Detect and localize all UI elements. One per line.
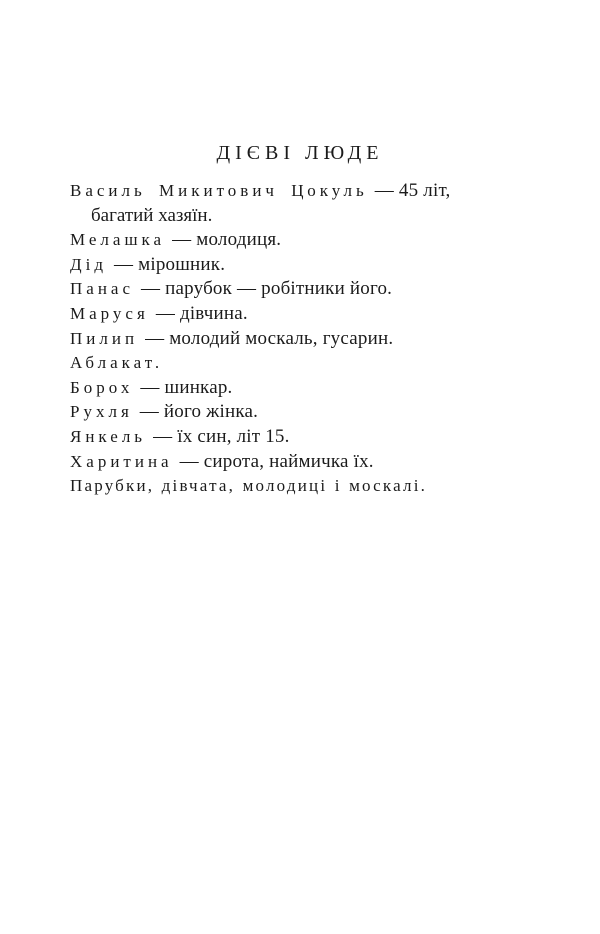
character-entry	[70, 277, 514, 302]
character-name: Дід	[70, 254, 107, 274]
character-description: — шинкар.	[140, 376, 233, 398]
character-name: Панас	[70, 279, 135, 299]
character-name: Харитина	[70, 451, 173, 471]
character-description: — молодиця.	[172, 229, 282, 251]
character-name: Василь Микитович Цокуль	[70, 181, 368, 200]
character-entry	[70, 450, 514, 475]
character-description: — сирота, наймичка їх.	[179, 450, 374, 472]
character-name: Борох	[70, 377, 134, 397]
page-title: ДІЄВІ ЛЮДЕ	[216, 142, 384, 164]
character-name: Мелашка	[70, 230, 166, 250]
character-name: Парубки, дівчата, молодиці і москалі.	[70, 476, 428, 496]
character-list	[70, 179, 514, 499]
character-description: — молодий москаль, гусарин.	[145, 327, 394, 349]
character-description: — дівчина.	[155, 302, 248, 324]
character-description: — 45 літ,	[374, 180, 451, 201]
character-entry	[70, 351, 514, 376]
character-name: Рухля	[70, 402, 133, 422]
character-description-continued: багатий хазяїн.	[91, 204, 213, 226]
character-description: — їх син, літ 15.	[153, 425, 290, 447]
character-description: — його жінка.	[139, 401, 259, 423]
character-entry	[70, 179, 514, 228]
character-entry	[70, 400, 514, 425]
character-entry	[70, 302, 514, 327]
character-entry	[70, 425, 514, 450]
character-entry	[70, 253, 514, 278]
character-name: Маруся	[70, 303, 149, 323]
character-description: — парубок — робітники його.	[141, 278, 393, 300]
character-name: Янкель	[70, 426, 147, 446]
character-entry	[70, 376, 514, 401]
character-name: Пилип	[70, 328, 139, 348]
character-entry	[70, 327, 514, 352]
character-description: — мірошник.	[113, 253, 226, 275]
character-entry	[70, 228, 514, 253]
character-name: Аблакат.	[70, 353, 164, 373]
character-entry	[70, 474, 514, 499]
